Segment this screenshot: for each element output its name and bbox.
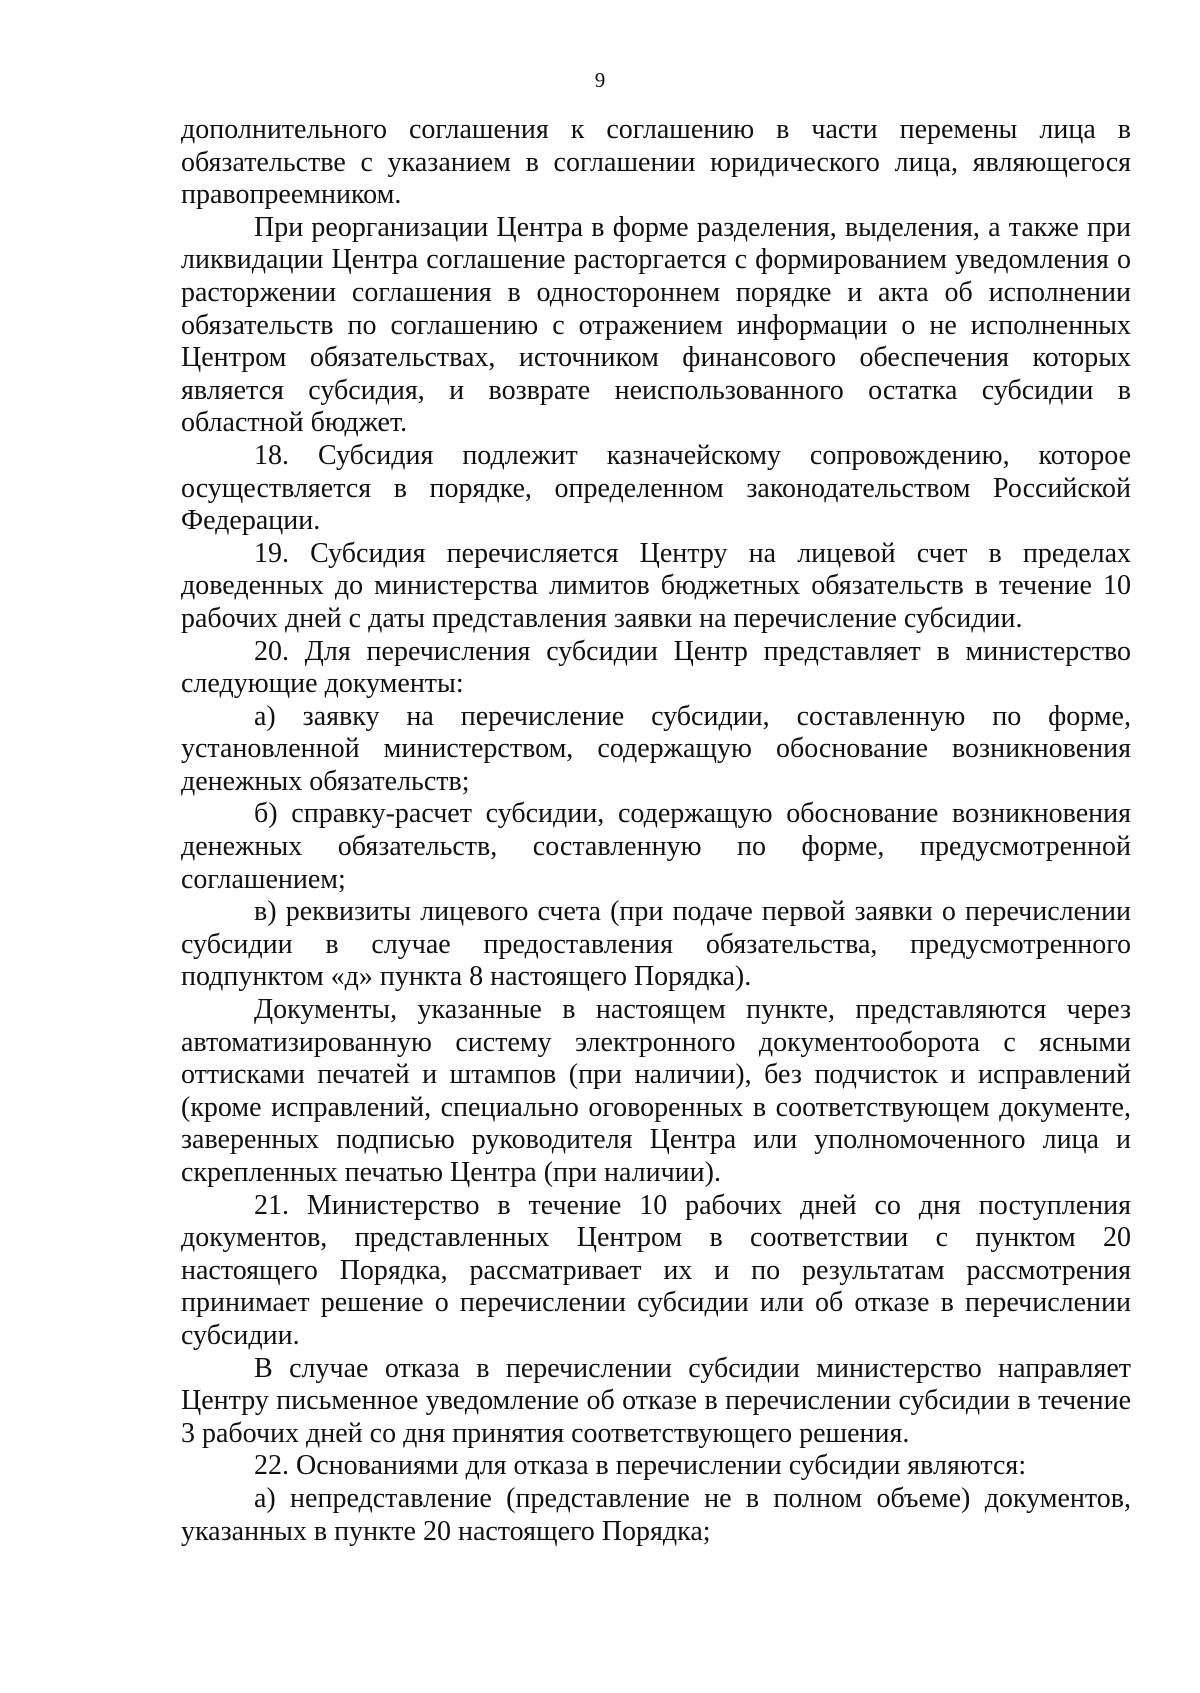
paragraph: а) непредставление (представление не в полном объеме) документов, указанных в пункте 20 настоящего Порядка;	[181, 1482, 1131, 1547]
page-number: 9	[594, 68, 606, 92]
paragraph: 21. Министерство в течение 10 рабочих дней со дня поступления документов, представленных Центром в соответствии с пунктом 20 настоящего Порядка, рассматривает их и по результатам рассмотрения принимает решение о перечислении субсидии или об отказе в перечислении субсидии.	[181, 1189, 1131, 1351]
paragraph: 20. Для перечисления субсидии Центр представляет в министерство следующие документы:	[181, 635, 1131, 700]
paragraph: При реорганизации Центра в форме разделения, выделения, а также при ликвидации Центра соглашение расторгается с формированием уведомления о расторжении соглашения в одностороннем порядке и акта об исполнении обязательств по соглашению с отражением информации о не исполненных Центром обязательствах, источником финансового обеспечения которых является субсидия, и возврате неиспользованного остатка субсидии в областной бюджет.	[181, 211, 1131, 439]
paragraph: 18. Субсидия подлежит казначейскому сопровождению, которое осуществляется в порядке, определенном законодательством Российской Федерации.	[181, 439, 1131, 537]
document-body	[181, 114, 1131, 1548]
paragraph: б) справку-расчет субсидии, содержащую обоснование возникновения денежных обязательств, составленную по форме, предусмотренной соглашением;	[181, 798, 1131, 895]
paragraph: В случае отказа в перечислении субсидии министерство направляет Центру письменное уведомление об отказе в перечислении субсидии в течение 3 рабочих дней со дня принятия соответствующего решения.	[181, 1352, 1131, 1449]
paragraph: в) реквизиты лицевого счета (при подаче первой заявки о перечислении субсидии в случае предоставления обязательства, предусмотренного подпунктом «д» пункта 8 настоящего Порядка).	[181, 896, 1131, 993]
paragraph: 22. Основаниями для отказа в перечислении субсидии являются:	[254, 1450, 1027, 1482]
paragraph: дополнительного соглашения к соглашению в части перемены лица в обязательстве с указанием в соглашении юридического лица, являющегося правопреемником.	[181, 114, 1131, 211]
paragraph: Документы, указанные в настоящем пункте, представляются через автоматизированную систему электронного документооборота с ясными оттисками печатей и штампов (при наличии), без подчисток и исправлений (кроме исправлений, специально оговоренных в соответствующем документе, заверенных подписью руководителя Центра или уполномоченного лица и скрепленных печатью Центра (при наличии).	[181, 994, 1131, 1188]
paragraph: а) заявку на перечисление субсидии, составленную по форме, установленной министерством, содержащую обоснование возникновения денежных обязательств;	[181, 700, 1131, 797]
paragraph: 19. Субсидия перечисляется Центру на лицевой счет в пределах доведенных до министерства лимитов бюджетных обязательств в течение 10 рабочих дней с даты представления заявки на перечисление субсидии.	[181, 537, 1131, 634]
